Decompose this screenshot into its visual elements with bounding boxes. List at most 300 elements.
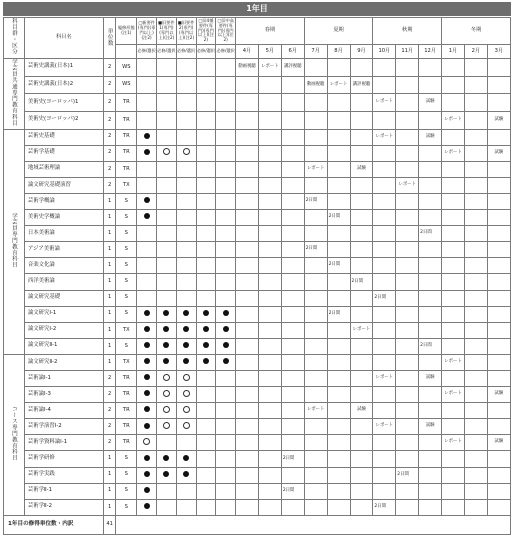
req-header-5: □旧中高要件(専門)(専門以上)(注2) [216, 18, 236, 45]
month-cell [281, 94, 304, 112]
table-row [4, 129, 511, 145]
month-cell [350, 499, 373, 515]
table-row [4, 403, 511, 419]
month-cell [464, 111, 487, 129]
req-cell [137, 354, 157, 370]
req-cell [196, 193, 216, 209]
month-cell: レポート [373, 419, 396, 435]
month-cell [258, 403, 281, 419]
credit-cell: 2 [103, 435, 115, 451]
req-cell [196, 338, 216, 354]
month-cell [281, 370, 304, 386]
credit-cell: 1 [103, 499, 115, 515]
table-row [4, 161, 511, 177]
req-cell [216, 419, 236, 435]
filled-circle-icon [183, 342, 189, 348]
month-cell: 2日間 [304, 242, 327, 258]
month-cell [419, 467, 442, 483]
filled-circle-icon [163, 310, 169, 316]
credit-cell: 2 [103, 111, 115, 129]
month-cell: 2日間 [419, 338, 442, 354]
req-cell [196, 403, 216, 419]
month-cell: 2日間 [304, 193, 327, 209]
req-cell [137, 306, 157, 322]
month-cell [442, 483, 465, 499]
req-cell [196, 419, 216, 435]
month-cell [236, 226, 259, 242]
subject-name: 芸術論Ⅰ-1 [24, 370, 103, 386]
req-cell [196, 94, 216, 112]
month-cell [442, 370, 465, 386]
month-cell [350, 483, 373, 499]
month-header: 7月 [304, 45, 327, 59]
month-cell [464, 322, 487, 338]
month-cell [487, 177, 510, 193]
month-cell [396, 435, 419, 451]
month-cell: レポート [350, 322, 373, 338]
month-cell [487, 338, 510, 354]
req-cell [216, 483, 236, 499]
month-cell [236, 129, 259, 145]
req-cell [216, 387, 236, 403]
month-cell [487, 242, 510, 258]
filled-circle-icon [223, 310, 229, 316]
month-cell [419, 387, 442, 403]
month-cell [258, 387, 281, 403]
month-cell [464, 161, 487, 177]
table-row [4, 483, 511, 499]
month-cell [487, 419, 510, 435]
subject-name: 芸術学演習Ⅰ-2 [24, 419, 103, 435]
req-cell [156, 258, 176, 274]
subject-name: 芸術史講義(日本)1 [24, 59, 103, 77]
method-cell: TX [116, 322, 137, 338]
req-cell [176, 161, 196, 177]
req-cell [196, 258, 216, 274]
req-cell [156, 306, 176, 322]
month-cell [304, 177, 327, 193]
req-cell [196, 76, 216, 94]
month-cell [396, 387, 419, 403]
month-cell [373, 435, 396, 451]
subject-name: 地域芸術理論 [24, 161, 103, 177]
req-cell [156, 145, 176, 161]
month-cell: 2日間 [373, 499, 396, 515]
filled-circle-icon [144, 149, 150, 155]
credit-cell: 1 [103, 467, 115, 483]
credit-cell: 2 [103, 94, 115, 112]
month-cell [373, 161, 396, 177]
req-cell [196, 387, 216, 403]
method-cell: S [116, 258, 137, 274]
month-cell [258, 290, 281, 306]
table-row [4, 354, 511, 370]
req-cell [137, 59, 157, 77]
filled-circle-icon [183, 310, 189, 316]
category-cell: コース専門教育科目 [4, 354, 25, 515]
month-cell [258, 435, 281, 451]
filled-circle-icon [144, 133, 150, 139]
credit-cell: 2 [103, 145, 115, 161]
month-cell: レポート [442, 111, 465, 129]
month-header: 4月 [236, 45, 259, 59]
method-cell: TR [116, 161, 137, 177]
month-cell [442, 274, 465, 290]
month-cell [487, 322, 510, 338]
month-cell [327, 483, 350, 499]
req-cell [176, 94, 196, 112]
month-cell [281, 242, 304, 258]
credit-cell: 1 [103, 210, 115, 226]
credit-cell: 2 [103, 59, 115, 77]
month-cell [327, 290, 350, 306]
req-cell [196, 483, 216, 499]
month-cell [258, 370, 281, 386]
method-cell: TR [116, 94, 137, 112]
month-cell [304, 306, 327, 322]
subject-name: 芸術論Ⅰ-3 [24, 387, 103, 403]
month-cell [236, 94, 259, 112]
req-cell [216, 258, 236, 274]
table-row [4, 94, 511, 112]
month-cell [304, 129, 327, 145]
filled-circle-icon [163, 342, 169, 348]
month-cell [327, 499, 350, 515]
req-sub-header: 必修/選択 [137, 45, 157, 59]
month-cell [258, 338, 281, 354]
month-cell [350, 338, 373, 354]
subject-name: 芸術学概論 [24, 193, 103, 209]
month-cell [487, 306, 510, 322]
open-circle-icon [163, 390, 170, 397]
req-cell [216, 338, 236, 354]
req-cell [137, 94, 157, 112]
month-cell [236, 387, 259, 403]
method-cell: TR [116, 111, 137, 129]
month-cell [396, 419, 419, 435]
req-cell [196, 210, 216, 226]
month-cell [327, 387, 350, 403]
month-cell [396, 354, 419, 370]
month-cell: レポート [442, 435, 465, 451]
month-cell [236, 499, 259, 515]
month-cell [258, 145, 281, 161]
month-cell [350, 193, 373, 209]
month-cell [396, 338, 419, 354]
credit-cell: 2 [103, 403, 115, 419]
req-cell [176, 435, 196, 451]
month-cell [258, 226, 281, 242]
filled-circle-icon [144, 310, 150, 316]
req-cell [176, 111, 196, 129]
table-row [4, 338, 511, 354]
month-cell [464, 435, 487, 451]
req-cell [196, 274, 216, 290]
req-cell [176, 370, 196, 386]
month-cell [396, 145, 419, 161]
req-cell [216, 129, 236, 145]
req-cell [216, 76, 236, 94]
req-cell [176, 210, 196, 226]
req-cell [156, 177, 176, 193]
month-cell [350, 387, 373, 403]
month-cell [419, 499, 442, 515]
month-cell [258, 161, 281, 177]
total-breakdown [116, 515, 511, 534]
table-row [4, 226, 511, 242]
req-cell [137, 145, 157, 161]
month-cell [442, 338, 465, 354]
month-cell [487, 451, 510, 467]
month-cell [487, 258, 510, 274]
credit-cell: 1 [103, 354, 115, 370]
req-cell [137, 242, 157, 258]
filled-circle-icon [203, 326, 209, 332]
month-cell: レポート [373, 94, 396, 112]
month-cell [373, 467, 396, 483]
credit-cell: 1 [103, 322, 115, 338]
req-cell [216, 111, 236, 129]
month-cell [236, 76, 259, 94]
month-header: 5月 [258, 45, 281, 59]
req-cell [176, 177, 196, 193]
filled-circle-icon [183, 358, 189, 364]
month-cell [396, 161, 419, 177]
month-header: 8月 [327, 45, 350, 59]
subject-name: 論文研究Ⅱ-2 [24, 354, 103, 370]
month-cell [487, 193, 510, 209]
month-cell [304, 226, 327, 242]
req-cell [176, 193, 196, 209]
month-cell [487, 483, 510, 499]
filled-circle-icon [144, 406, 150, 412]
subject-name: 美術史学概論 [24, 210, 103, 226]
table-row [4, 419, 511, 435]
month-cell [419, 451, 442, 467]
month-cell [442, 76, 465, 94]
month-cell [464, 387, 487, 403]
req-cell [137, 290, 157, 306]
month-cell [396, 499, 419, 515]
month-cell [419, 161, 442, 177]
month-cell: 動画視聴 [304, 76, 327, 94]
req-cell [196, 161, 216, 177]
month-cell [236, 161, 259, 177]
month-cell [327, 226, 350, 242]
req-cell [196, 226, 216, 242]
table-row [4, 290, 511, 306]
month-cell [419, 290, 442, 306]
month-cell [304, 499, 327, 515]
credit-cell: 2 [103, 387, 115, 403]
req-cell [176, 306, 196, 322]
month-cell [281, 177, 304, 193]
req-cell [216, 435, 236, 451]
req-cell [196, 59, 216, 77]
req-header-2: ■旧要件1(専門)(専門以上)(注2) [156, 18, 176, 45]
subject-name: 芸術史講義(日本)2 [24, 76, 103, 94]
table-row [4, 451, 511, 467]
credit-cell: 1 [103, 483, 115, 499]
month-cell [373, 210, 396, 226]
credit-cell: 1 [103, 274, 115, 290]
req-cell [176, 242, 196, 258]
table-row [4, 177, 511, 193]
month-cell [350, 94, 373, 112]
req-header-3: ■旧要件2(専門)(専門以上)(注2) [176, 18, 196, 45]
subject-name: アジア美術論 [24, 242, 103, 258]
month-cell: レポート [442, 387, 465, 403]
req-cell [216, 274, 236, 290]
credit-cell: 2 [103, 76, 115, 94]
month-cell [236, 193, 259, 209]
month-cell [281, 435, 304, 451]
month-cell [373, 111, 396, 129]
month-cell [327, 370, 350, 386]
method-cell: S [116, 290, 137, 306]
month-cell [464, 354, 487, 370]
month-cell: 講評視聴 [350, 76, 373, 94]
curriculum-table [3, 17, 511, 535]
req-cell [156, 161, 176, 177]
month-cell [281, 387, 304, 403]
open-circle-icon [163, 148, 170, 155]
method-cell: TR [116, 435, 137, 451]
req-cell [176, 226, 196, 242]
month-header: 2月 [464, 45, 487, 59]
month-cell [304, 338, 327, 354]
month-cell [236, 435, 259, 451]
month-cell [304, 387, 327, 403]
req-cell [137, 111, 157, 129]
month-cell [350, 451, 373, 467]
month-cell [281, 322, 304, 338]
filled-circle-icon [144, 503, 150, 509]
req-cell [196, 435, 216, 451]
total-label: 1年目の修得単位数・内訳 [4, 515, 104, 534]
month-cell [487, 290, 510, 306]
month-cell [396, 76, 419, 94]
open-circle-icon [183, 406, 190, 413]
month-cell [442, 193, 465, 209]
month-cell [442, 94, 465, 112]
month-cell [487, 467, 510, 483]
req-cell [156, 419, 176, 435]
open-circle-icon [183, 148, 190, 155]
month-cell [304, 210, 327, 226]
month-cell [419, 403, 442, 419]
method-cell: TR [116, 145, 137, 161]
month-cell [236, 370, 259, 386]
month-cell [327, 193, 350, 209]
filled-circle-icon [144, 487, 150, 493]
month-cell [327, 467, 350, 483]
table-row [4, 76, 511, 94]
month-cell [464, 177, 487, 193]
filled-circle-icon [144, 390, 150, 396]
req-cell [156, 111, 176, 129]
req-cell [216, 161, 236, 177]
open-circle-icon [163, 422, 170, 429]
month-cell [304, 467, 327, 483]
req-cell [196, 370, 216, 386]
table-row [4, 435, 511, 451]
req-cell [156, 483, 176, 499]
req-cell [216, 193, 236, 209]
month-cell [396, 242, 419, 258]
month-cell [258, 177, 281, 193]
req-cell [196, 306, 216, 322]
month-cell [258, 258, 281, 274]
month-cell [442, 451, 465, 467]
method-cell: S [116, 451, 137, 467]
month-cell [442, 59, 465, 77]
month-cell [281, 419, 304, 435]
month-cell [350, 59, 373, 77]
month-cell [258, 354, 281, 370]
req-cell [176, 274, 196, 290]
month-cell [464, 59, 487, 77]
month-cell [487, 354, 510, 370]
month-cell [373, 226, 396, 242]
month-cell [442, 210, 465, 226]
month-cell [327, 274, 350, 290]
month-cell [236, 111, 259, 129]
total-credits: 41 [103, 515, 115, 534]
method-cell: TX [116, 354, 137, 370]
month-cell [327, 59, 350, 77]
month-cell [464, 338, 487, 354]
month-cell [419, 435, 442, 451]
req-cell [156, 322, 176, 338]
req-sub-header: 必修/選択 [176, 45, 196, 59]
filled-circle-icon [183, 326, 189, 332]
credit-cell: 2 [103, 129, 115, 145]
month-cell [396, 274, 419, 290]
filled-circle-icon [223, 342, 229, 348]
month-cell [442, 129, 465, 145]
month-cell [281, 258, 304, 274]
method-cell: S [116, 338, 137, 354]
month-cell [373, 59, 396, 77]
req-cell [216, 467, 236, 483]
month-cell [350, 290, 373, 306]
month-cell [487, 76, 510, 94]
method-sub-header [116, 45, 137, 59]
month-cell: 講評視聴 [281, 59, 304, 77]
credit-cell: 1 [103, 290, 115, 306]
month-cell [327, 451, 350, 467]
month-cell [350, 226, 373, 242]
req-cell [156, 354, 176, 370]
month-cell [236, 451, 259, 467]
table-row [4, 322, 511, 338]
month-cell [327, 242, 350, 258]
month-cell [442, 499, 465, 515]
credit-cell: 2 [103, 419, 115, 435]
month-cell [236, 322, 259, 338]
subject-name: 芸術学基礎 [24, 145, 103, 161]
req-cell [216, 370, 236, 386]
credit-cell: 1 [103, 306, 115, 322]
month-cell [327, 419, 350, 435]
req-cell [196, 145, 216, 161]
table-row [4, 59, 511, 77]
method-cell: TR [116, 403, 137, 419]
subject-header: 科目名 [24, 18, 103, 59]
req-cell [137, 322, 157, 338]
month-cell [442, 467, 465, 483]
